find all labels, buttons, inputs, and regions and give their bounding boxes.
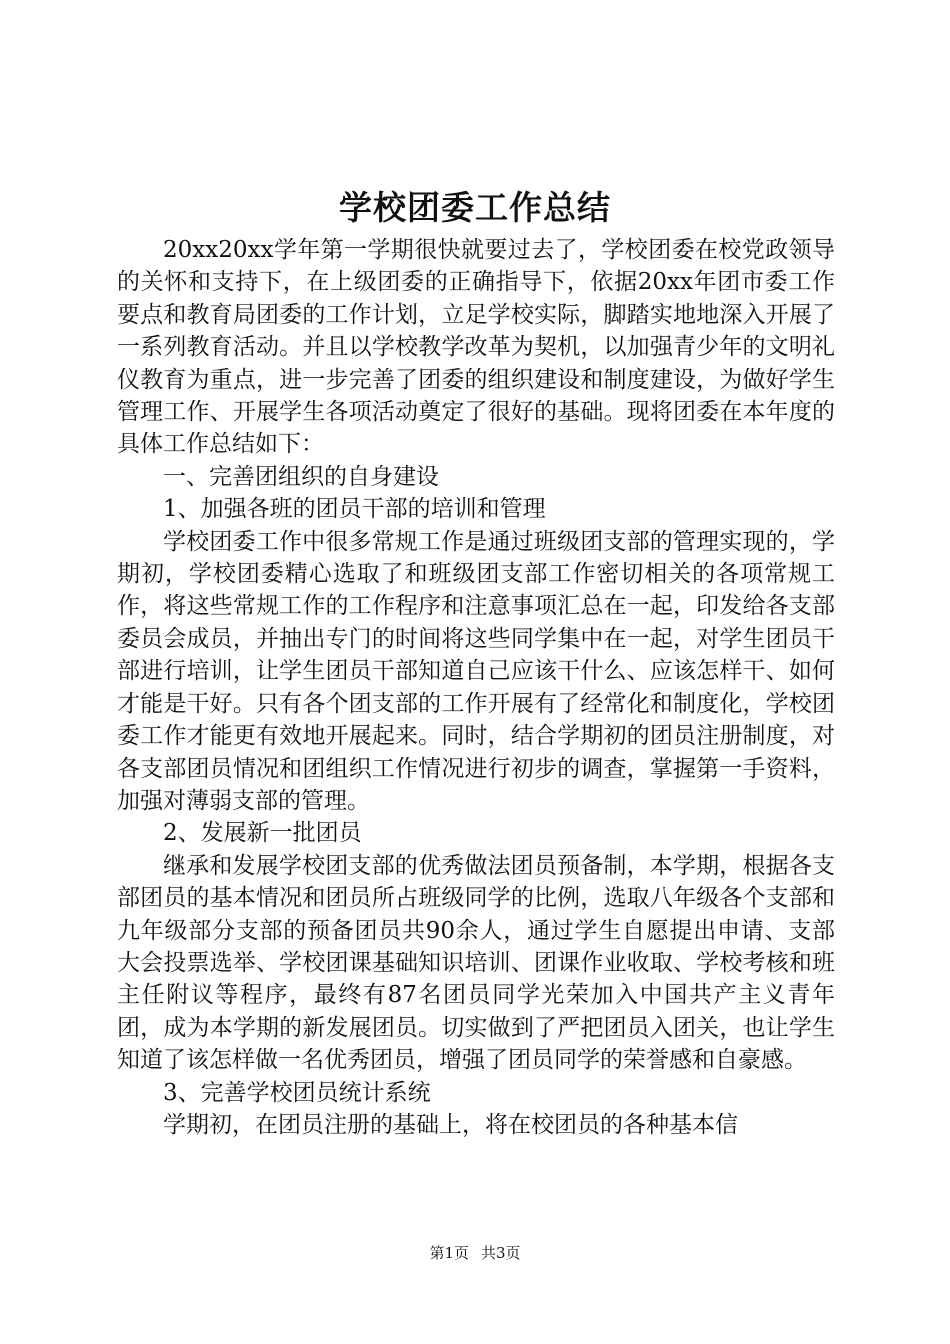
subsection-heading-1: 1、加强各班的团员干部的培训和管理 xyxy=(163,496,546,523)
paragraph-new-members: 继承和发展学校团支部的优秀做法团员预备制，本学期，根据各支部团员的基本情况和团员所占班级同学的比例，选取八年级各个支部和九年级部分支部的预备团员共90余人，通过学生自愿提出申请、支部大会投票选举、学校团课基础知识培训、团课作业收取、学校考核和班主任附议等程序，最终有87名团员同学光荣加入中国共产主义青年团，成为本学期的新发展团员。切实做到了严把团员入团关，也让学生知道了该怎样做一名优秀团员，增强了团员同学的荣誉感和自豪感。 xyxy=(117,852,835,1074)
document-title: 学校团委工作总结 xyxy=(339,188,611,227)
document-body xyxy=(117,234,835,1141)
page-footer xyxy=(0,1243,950,1263)
intro-paragraph: 20xx20xx学年第一学期很快就要过去了，学校团委在校党政领导的关怀和支持下，在上级团委的正确指导下，依据20xx年团市委工作要点和教育局团委的工作计划，立足学校实际，脚踏实地地深入开展了一系列教育活动。并且以学校教学改革为契机，以加强青少年的文明礼仪教育为重点，进一步完善了团委的组织建设和制度建设，为做好学生管理工作、开展学生各项活动奠定了很好的基础。现将团委在本年度的具体工作总结如下： xyxy=(117,237,835,458)
page-number: 第1页 xyxy=(429,1244,469,1262)
section-heading-1: 一、完善团组织的自身建设 xyxy=(163,463,439,490)
paragraph-training: 学校团委工作中很多常规工作是通过班级团支部的管理实现的，学期初，学校团委精心选取了和班级团支部工作密切相关的各项常规工作，将这些常规工作的工作程序和注意事项汇总在一起，印发给各支部委员会成员，并抽出专门的时间将这些同学集中在一起，对学生团员干部进行培训，让学生团员干部知道自己应该干什么、应该怎样干、如何才能是干好。只有各个团支部的工作开展有了经常化和制度化，学校团委工作才能更有效地开展起来。同时，结合学期初的团员注册制度，对各支部团员情况和团组织工作情况进行初步的调查，掌握第一手资料，加强对薄弱支部的管理。 xyxy=(117,528,835,814)
paragraph-statistics: 学期初，在团员注册的基础上，将在校团员的各种基本信 xyxy=(163,1111,738,1138)
subsection-heading-3: 3、完善学校团员统计系统 xyxy=(163,1079,431,1106)
subsection-heading-2: 2、发展新一批团员 xyxy=(163,820,362,847)
page-total: 共3页 xyxy=(481,1244,521,1262)
